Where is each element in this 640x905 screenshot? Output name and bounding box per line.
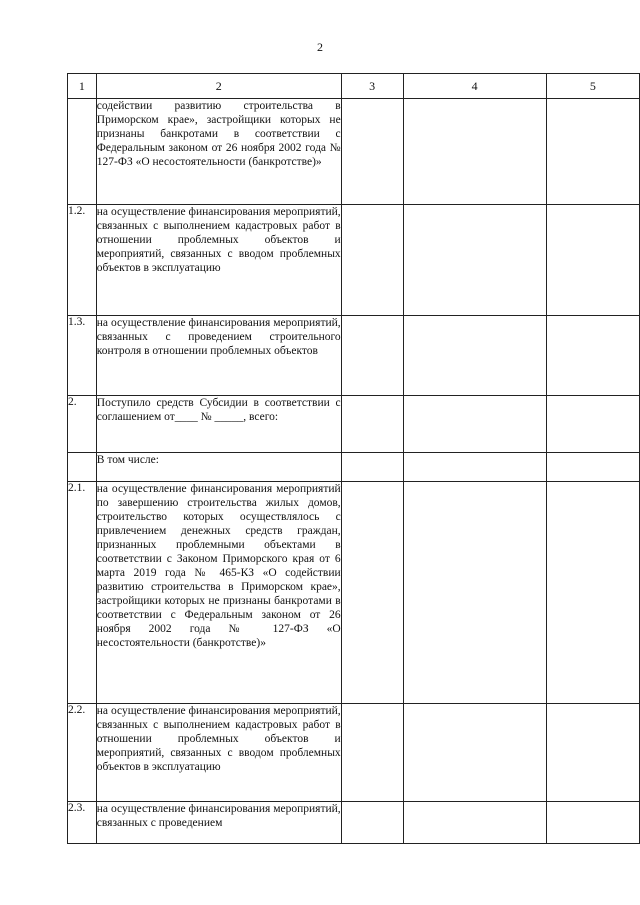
table-row (68, 802, 640, 844)
table-row (68, 396, 640, 453)
table-header-row (68, 74, 640, 99)
row-number: 2.3. (68, 802, 97, 844)
cell-col-5 (546, 704, 639, 802)
cell-col-5 (546, 205, 639, 316)
report-table (67, 73, 640, 844)
table-row (68, 482, 640, 704)
row-number (68, 99, 97, 205)
row-description: содействии развитию строительства в Приморском крае», застройщики которых не признаны банкротами в соответствии с Федеральным законом от 26 ноября 2002 года № 127-ФЗ «О несостоятельности (банкротстве)» (96, 99, 341, 205)
row-number: 2. (68, 396, 97, 453)
row-number (68, 453, 97, 482)
cell-col-3 (341, 205, 403, 316)
cell-col-5 (546, 316, 639, 396)
row-description: на осуществление финансирования мероприятий, связанных с выполнением кадастровых работ в отношении проблемных объектов и мероприятий, связанных с вводом проблемных объектов в эксплуатацию (96, 205, 341, 316)
row-description: на осуществление финансирования мероприятий, связанных с проведением (96, 802, 341, 844)
row-number: 2.1. (68, 482, 97, 704)
cell-col-3 (341, 316, 403, 396)
cell-col-3 (341, 482, 403, 704)
cell-col-5 (546, 396, 639, 453)
cell-col-4 (403, 802, 546, 844)
cell-col-5 (546, 802, 639, 844)
cell-col-4 (403, 205, 546, 316)
column-header-3: 3 (341, 74, 403, 99)
column-header-5: 5 (546, 74, 639, 99)
cell-col-3 (341, 704, 403, 802)
row-description: на осуществление финансирования мероприятий по завершению строительства жилых домов, строительство которых осуществлялось с привлечением денежных средств граждан, признанных проблемными объектами в соответствии с Законом Приморского края от 6 марта 2019 года № 465-КЗ «О содействии развитию строительства в Приморском крае», застройщики которых не признаны банкротами в соответствии с Федеральным законом от 26 ноября 2002 года № 127-ФЗ «О несостоятельности (банкротстве)» (96, 482, 341, 704)
column-header-4: 4 (403, 74, 546, 99)
page-number: 2 (317, 40, 323, 54)
row-number: 1.3. (68, 316, 97, 396)
row-description: на осуществление финансирования мероприятий, связанных с выполнением кадастровых работ в отношении проблемных объектов и мероприятий, связанных с вводом проблемных объектов в эксплуатацию (96, 704, 341, 802)
table-row (68, 453, 640, 482)
row-description: Поступило средств Субсидии в соответствии с соглашением от____ № _____, всего: (96, 396, 341, 453)
cell-col-4 (403, 316, 546, 396)
cell-col-4 (403, 453, 546, 482)
cell-col-3 (341, 453, 403, 482)
cell-col-5 (546, 99, 639, 205)
row-number: 1.2. (68, 205, 97, 316)
cell-col-3 (341, 99, 403, 205)
cell-col-4 (403, 482, 546, 704)
cell-col-3 (341, 802, 403, 844)
table-row (68, 704, 640, 802)
table-row (68, 205, 640, 316)
cell-col-4 (403, 99, 546, 205)
row-description: на осуществление финансирования мероприятий, связанных с проведением строительного контроля в отношении проблемных объектов (96, 316, 341, 396)
row-description: В том числе: (96, 453, 341, 482)
cell-col-5 (546, 453, 639, 482)
row-number: 2.2. (68, 704, 97, 802)
cell-col-4 (403, 396, 546, 453)
cell-col-5 (546, 482, 639, 704)
cell-col-3 (341, 396, 403, 453)
table-row (68, 316, 640, 396)
column-header-1: 1 (68, 74, 97, 99)
cell-col-4 (403, 704, 546, 802)
table-row (68, 99, 640, 205)
column-header-2: 2 (96, 74, 341, 99)
